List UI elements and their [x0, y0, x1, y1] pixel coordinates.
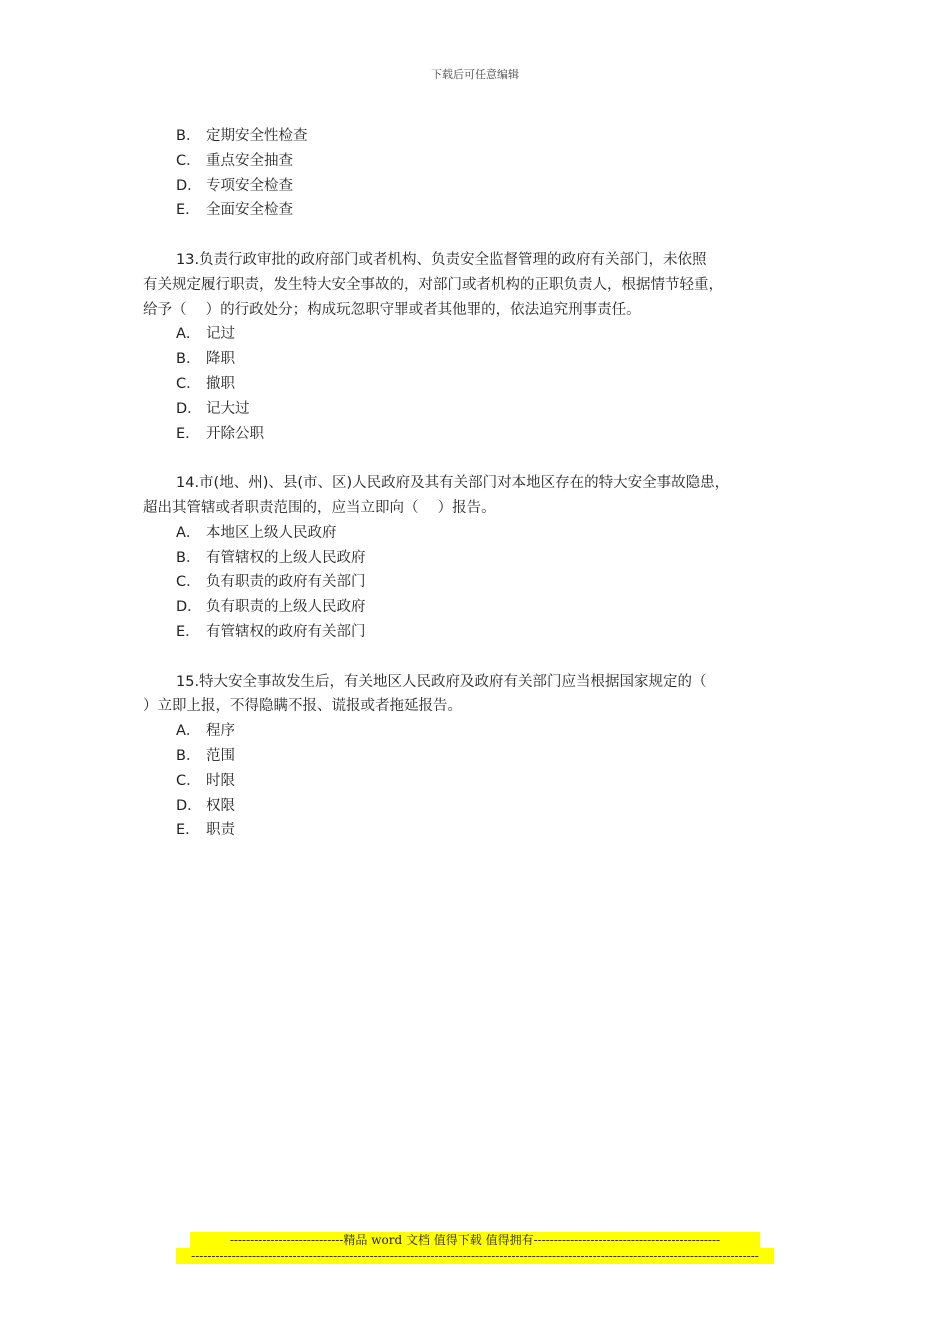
question-text-line: 有关规定履行职责，发生特大安全事故的，对部门或者机构的正职负责人，根据情节轻重， [143, 276, 723, 293]
paragraph-gap [143, 446, 823, 471]
option-letter: E． [176, 623, 200, 640]
paragraph-gap [143, 645, 823, 670]
question-15 [143, 670, 823, 844]
page-header: 下载后可任意编辑 [431, 68, 519, 81]
option-text: 负有职责的上级人民政府 [206, 599, 366, 616]
option-letter: E． [176, 202, 200, 219]
option-text: 记大过 [206, 400, 250, 417]
option-text: 全面安全检查 [206, 202, 293, 219]
option-letter: B． [176, 549, 201, 566]
option-text: 降职 [206, 351, 235, 368]
option-text: 权限 [206, 797, 235, 814]
option-text: 定期安全性检查 [206, 128, 308, 144]
option-item [143, 422, 823, 447]
option-item [143, 719, 823, 744]
option-item [143, 595, 823, 620]
question-text-line: ）立即上报，不得隐瞒不报、谎报或者拖延报告。 [143, 698, 462, 715]
option-text: 负有职责的政府有关部门 [206, 574, 366, 591]
option-letter: B． [176, 747, 201, 764]
option-letter: A． [176, 326, 201, 343]
option-item [143, 818, 823, 843]
question-text-line: 14.市(地、州)、县(市、区)人民政府及其有关部门对本地区存在的特大安全事故隐患， [176, 475, 730, 492]
option-letter: B． [176, 351, 201, 368]
option-letter: C． [176, 772, 201, 789]
top-option-list [143, 124, 823, 223]
question-13 [143, 248, 823, 446]
option-letter: D． [176, 177, 202, 194]
option-item [143, 620, 823, 645]
paragraph-gap [143, 223, 823, 248]
option-text: 开除公职 [206, 425, 264, 442]
option-letter: C． [176, 574, 201, 591]
option-text: 范围 [206, 747, 235, 764]
question-text-line: 13.负责行政审批的政府部门或者机构、负责安全监督管理的政府有关部门，未依照 [176, 251, 707, 268]
document-body [143, 124, 823, 843]
option-text: 有管辖权的上级人民政府 [206, 549, 366, 566]
question-text-line: 15.特大安全事故发生后，有关地区人民政府及政府有关部门应当根据国家规定的（ [176, 673, 707, 690]
option-text: 本地区上级人民政府 [206, 524, 337, 541]
question-text-line: 超出其管辖或者职责范围的，应当立即向（ ）报告。 [143, 499, 496, 516]
option-item [143, 322, 823, 347]
option-item [143, 794, 823, 819]
option-text: 记过 [206, 326, 235, 343]
option-letter: A． [176, 524, 201, 541]
footer-dash-line: -------------------------------------------------------------------------------------------------------------------------------------------- [176, 1248, 774, 1264]
option-letter: E． [176, 425, 200, 442]
option-letter: A． [176, 723, 201, 740]
option-text: 专项安全检查 [206, 177, 293, 194]
option-letter: D． [176, 400, 202, 417]
option-item [143, 546, 823, 571]
option-text: 撤职 [206, 375, 235, 392]
option-letter: C． [176, 152, 201, 169]
option-item [143, 347, 823, 372]
option-letter: C． [176, 375, 201, 392]
footer-dash-banner [0, 1248, 950, 1268]
option-item [143, 397, 823, 422]
option-item [143, 124, 823, 149]
question-14 [143, 471, 823, 645]
option-item [143, 570, 823, 595]
option-text: 重点安全抽查 [206, 152, 293, 169]
option-text: 程序 [206, 723, 235, 740]
option-letter: E． [176, 822, 200, 839]
option-item [143, 769, 823, 794]
option-letter: D． [176, 599, 202, 616]
option-text: 职责 [206, 822, 235, 839]
question-text-line: 给予（ ）的行政处分；构成玩忽职守罪或者其他罪的，依法追究刑事责任。 [143, 301, 641, 318]
footer-promo-line: ----------------------------精品 word 文档 值得下载 值得拥有---------------------------------------------- [190, 1232, 760, 1248]
option-item [143, 174, 823, 199]
option-item [143, 372, 823, 397]
option-text: 时限 [206, 772, 235, 789]
option-letter: D． [176, 797, 202, 814]
option-item [143, 198, 823, 223]
option-letter: B． [176, 128, 201, 144]
option-item [143, 744, 823, 769]
option-text: 有管辖权的政府有关部门 [206, 623, 366, 640]
option-item [143, 521, 823, 546]
option-item [143, 149, 823, 174]
